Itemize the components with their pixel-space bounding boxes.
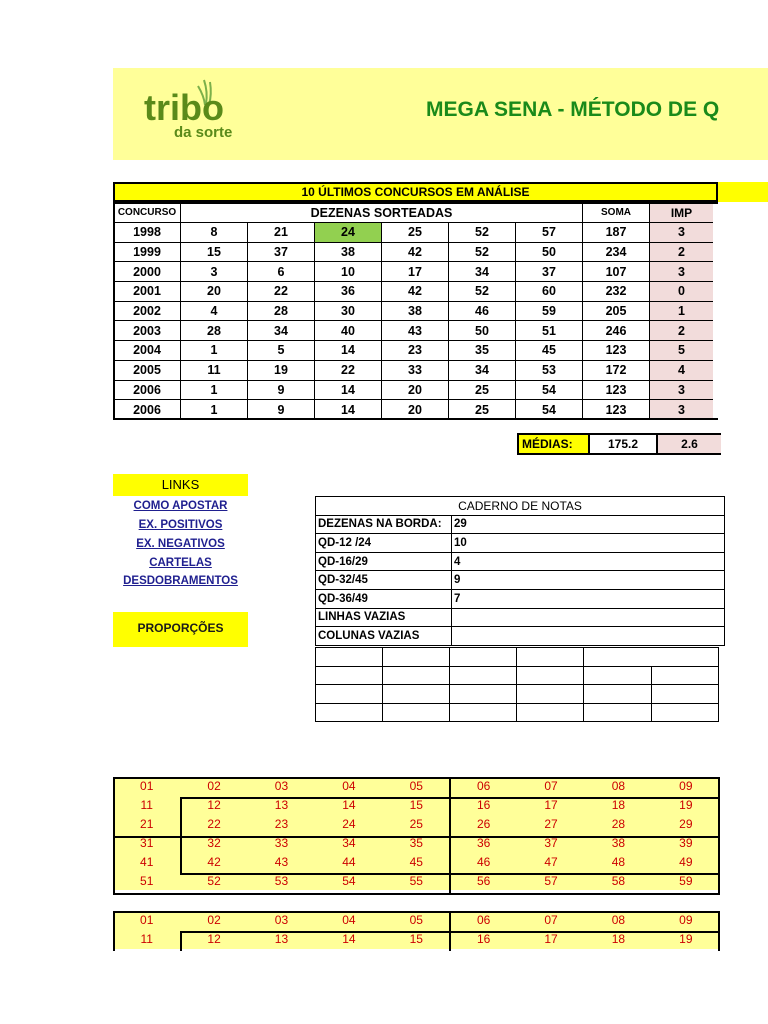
grid-cell[interactable] [316, 685, 383, 704]
board-number-cell[interactable]: 04 [315, 777, 382, 796]
dezena-cell: 54 [516, 400, 583, 420]
results-row [114, 321, 714, 341]
board-number-cell[interactable]: 41 [113, 853, 180, 872]
caderno-value[interactable]: 4 [452, 552, 725, 571]
board-row [113, 834, 720, 853]
board-number-cell[interactable]: 47 [517, 853, 584, 872]
board-number-cell[interactable]: 17 [517, 930, 584, 949]
dezena-cell: 8 [181, 223, 248, 243]
board-number-cell[interactable]: 27 [517, 815, 584, 834]
dezena-cell: 22 [248, 282, 315, 302]
board-number-cell[interactable]: 55 [383, 871, 450, 890]
dezena-cell: 25 [449, 380, 516, 400]
caderno-title: CADERNO DE NOTAS [316, 497, 725, 516]
dezena-cell: 54 [516, 380, 583, 400]
soma-cell: 205 [583, 301, 650, 321]
results-title-extension [718, 182, 768, 202]
header-soma: SOMA [583, 203, 650, 223]
board-number-cell[interactable]: 18 [585, 930, 652, 949]
caderno-row [316, 534, 725, 553]
dezena-cell: 52 [449, 223, 516, 243]
caderno-label: DEZENAS NA BORDA: [316, 515, 452, 534]
concurso-cell: 1999 [114, 242, 181, 262]
soma-cell: 123 [583, 341, 650, 361]
board-number-cell[interactable]: 21 [113, 815, 180, 834]
dezena-cell: 52 [449, 242, 516, 262]
dezena-cell: 57 [516, 223, 583, 243]
results-header-row [114, 203, 714, 223]
caderno-label: QD-32/45 [316, 571, 452, 590]
board-number-cell[interactable]: 12 [180, 796, 247, 815]
board-number-cell[interactable]: 09 [652, 911, 719, 930]
board-number-cell[interactable]: 34 [315, 834, 382, 853]
medias-label: MÉDIAS: [518, 434, 589, 454]
board-number-cell[interactable]: 38 [585, 834, 652, 853]
dezena-cell: 1 [181, 380, 248, 400]
grid-cell[interactable] [450, 703, 517, 722]
dezena-cell: 35 [449, 341, 516, 361]
board-number-cell[interactable]: 13 [248, 930, 315, 949]
results-title: 10 ÚLTIMOS CONCURSOS EM ANÁLISE [113, 182, 718, 202]
imp-cell: 3 [650, 400, 714, 420]
grid-cell[interactable] [450, 648, 517, 667]
logo-text-tribo: tribo [144, 87, 224, 128]
medias-imp: 2.6 [657, 434, 721, 454]
grid-cell[interactable] [450, 666, 517, 685]
board-row [113, 815, 720, 834]
number-board-2 [113, 911, 720, 949]
dezena-cell: 50 [516, 242, 583, 262]
board-number-cell[interactable]: 01 [113, 777, 180, 796]
concurso-cell: 2002 [114, 301, 181, 321]
grid-cell[interactable] [517, 703, 584, 722]
board-number-cell[interactable]: 28 [585, 815, 652, 834]
caderno-value[interactable]: 7 [452, 589, 725, 608]
dezena-cell: 10 [315, 262, 382, 282]
caderno-value[interactable] [452, 608, 725, 627]
concurso-cell: 2006 [114, 380, 181, 400]
dezena-cell: 14 [315, 400, 382, 420]
imp-cell: 1 [650, 301, 714, 321]
grid-cell[interactable] [383, 703, 450, 722]
grid-cell[interactable] [584, 703, 652, 722]
board-number-cell[interactable]: 16 [450, 930, 517, 949]
dezena-cell: 9 [248, 400, 315, 420]
dezena-cell: 20 [181, 282, 248, 302]
dezena-cell: 14 [315, 380, 382, 400]
board-number-cell[interactable]: 42 [180, 853, 247, 872]
dezena-cell: 37 [248, 242, 315, 262]
dezena-cell: 59 [516, 301, 583, 321]
board-number-cell[interactable]: 06 [450, 911, 517, 930]
board-number-cell[interactable]: 03 [248, 777, 315, 796]
grid-cell[interactable] [316, 666, 383, 685]
board-number-cell[interactable]: 49 [652, 853, 719, 872]
imp-cell: 3 [650, 262, 714, 282]
board-number-cell[interactable]: 07 [517, 911, 584, 930]
grid-cell[interactable] [450, 685, 517, 704]
dezena-cell: 34 [449, 360, 516, 380]
board-number-cell[interactable]: 54 [315, 871, 382, 890]
board-row [113, 777, 720, 796]
caderno-label: QD-12 /24 [316, 534, 452, 553]
imp-cell: 2 [650, 242, 714, 262]
board-number-cell[interactable]: 39 [652, 834, 719, 853]
dezena-cell: 21 [248, 223, 315, 243]
board-number-cell[interactable]: 03 [248, 911, 315, 930]
header-concurso: CONCURSO [114, 203, 181, 223]
caderno-value[interactable] [452, 627, 725, 646]
caderno-row [316, 627, 725, 646]
board-row [113, 853, 720, 872]
dezena-cell: 45 [516, 341, 583, 361]
caderno-value[interactable]: 9 [452, 571, 725, 590]
soma-cell: 172 [583, 360, 650, 380]
imp-cell: 5 [650, 341, 714, 361]
board-number-cell[interactable]: 57 [517, 871, 584, 890]
imp-cell: 3 [650, 380, 714, 400]
dezena-cell: 50 [449, 321, 516, 341]
concurso-cell: 2003 [114, 321, 181, 341]
caderno-row [316, 608, 725, 627]
concurso-cell: 2001 [114, 282, 181, 302]
caderno-row [316, 515, 725, 534]
board-number-cell[interactable]: 08 [585, 777, 652, 796]
concurso-cell: 2004 [114, 341, 181, 361]
dezena-cell: 51 [516, 321, 583, 341]
caderno-value[interactable]: 10 [452, 534, 725, 553]
grid-cell[interactable] [383, 648, 450, 667]
board-number-cell[interactable]: 08 [585, 911, 652, 930]
soma-cell: 187 [583, 223, 650, 243]
caderno-value[interactable]: 29 [452, 515, 725, 534]
caderno-label: QD-16/29 [316, 552, 452, 571]
board-number-cell[interactable]: 52 [180, 871, 247, 890]
dezena-cell: 14 [315, 341, 382, 361]
dezena-cell: 37 [516, 262, 583, 282]
dezena-cell: 25 [382, 223, 449, 243]
results-row [114, 380, 714, 400]
dezena-cell: 42 [382, 282, 449, 302]
concurso-cell: 2000 [114, 262, 181, 282]
concurso-cell: 1998 [114, 223, 181, 243]
results-row [114, 282, 714, 302]
board-number-cell[interactable]: 32 [180, 834, 247, 853]
caderno-label: LINHAS VAZIAS [316, 608, 452, 627]
dezena-cell: 6 [248, 262, 315, 282]
board-number-cell[interactable]: 04 [315, 911, 382, 930]
notes-empty-grid [315, 647, 719, 722]
dezena-cell: 19 [248, 360, 315, 380]
dezena-cell: 38 [315, 242, 382, 262]
dezena-cell: 53 [516, 360, 583, 380]
grid-cell[interactable] [584, 666, 652, 685]
board-number-cell[interactable]: 02 [180, 777, 247, 796]
medias-soma: 175.2 [589, 434, 657, 454]
board-number-cell[interactable]: 01 [113, 911, 180, 930]
dezena-cell: 15 [181, 242, 248, 262]
caderno-row [316, 571, 725, 590]
grid-cell[interactable] [651, 666, 719, 685]
board-number-cell[interactable]: 33 [248, 834, 315, 853]
dezena-cell: 20 [382, 380, 449, 400]
header-dezenas: DEZENAS SORTEADAS [181, 203, 583, 223]
imp-cell: 0 [650, 282, 714, 302]
grid-cell[interactable] [517, 648, 584, 667]
board-number-cell[interactable]: 22 [180, 815, 247, 834]
dezena-cell: 17 [382, 262, 449, 282]
board-number-cell[interactable]: 09 [652, 777, 719, 796]
link-ex-positivos[interactable]: EX. POSITIVOS [138, 519, 223, 531]
dezena-cell: 5 [248, 341, 315, 361]
grid-cell[interactable] [651, 703, 719, 722]
board-row [113, 796, 720, 815]
dezena-cell: 9 [248, 380, 315, 400]
tribo-da-sorte-logo [142, 74, 262, 142]
results-row [114, 341, 714, 361]
results-row [114, 223, 714, 243]
number-board-1 [113, 777, 720, 890]
links-heading: LINKS [113, 474, 248, 496]
dezena-cell: 1 [181, 400, 248, 420]
results-table [113, 202, 713, 420]
board-row [113, 871, 720, 890]
board-number-cell[interactable]: 58 [585, 871, 652, 890]
dezena-cell: 34 [449, 262, 516, 282]
board-number-cell[interactable]: 18 [585, 796, 652, 815]
dezena-cell: 24 [315, 223, 382, 243]
link-ex-negativos[interactable]: EX. NEGATIVOS [136, 538, 225, 550]
board-number-cell[interactable]: 12 [180, 930, 247, 949]
board-number-cell[interactable]: 25 [383, 815, 450, 834]
logo-text-da-sorte: da sorte [174, 124, 233, 141]
soma-cell: 246 [583, 321, 650, 341]
medias-table [517, 433, 721, 455]
board-number-cell[interactable]: 56 [450, 871, 517, 890]
grid-cell[interactable] [651, 685, 719, 704]
dezena-cell: 1 [181, 341, 248, 361]
concurso-cell: 2005 [114, 360, 181, 380]
results-row [114, 262, 714, 282]
dezena-cell: 28 [248, 301, 315, 321]
board-number-cell[interactable]: 31 [113, 834, 180, 853]
board-number-cell[interactable]: 11 [113, 930, 180, 949]
caderno-row [316, 552, 725, 571]
board-row [113, 911, 720, 930]
board-number-cell[interactable]: 59 [652, 871, 719, 890]
board-number-cell[interactable]: 11 [113, 796, 180, 815]
concurso-cell: 2006 [114, 400, 181, 420]
caderno-table [315, 496, 725, 646]
dezena-cell: 3 [181, 262, 248, 282]
results-row [114, 400, 714, 420]
board-number-cell[interactable]: 51 [113, 871, 180, 890]
board-number-cell[interactable]: 36 [450, 834, 517, 853]
grid-cell[interactable] [584, 648, 719, 667]
proporcoes-button[interactable]: PROPORÇÕES [113, 612, 248, 647]
grid-cell[interactable] [383, 685, 450, 704]
board-number-cell[interactable]: 05 [383, 911, 450, 930]
board-number-cell[interactable]: 15 [383, 796, 450, 815]
dezena-cell: 25 [449, 400, 516, 420]
dezena-cell: 46 [449, 301, 516, 321]
results-row [114, 360, 714, 380]
caderno-row [316, 589, 725, 608]
board-number-cell[interactable]: 05 [383, 777, 450, 796]
dezena-cell: 52 [449, 282, 516, 302]
board-number-cell[interactable]: 14 [315, 796, 382, 815]
board-number-cell[interactable]: 29 [652, 815, 719, 834]
dezena-cell: 33 [382, 360, 449, 380]
board-number-cell[interactable]: 17 [517, 796, 584, 815]
dezena-cell: 22 [315, 360, 382, 380]
board-number-cell[interactable]: 02 [180, 911, 247, 930]
board-number-cell[interactable]: 46 [450, 853, 517, 872]
soma-cell: 123 [583, 400, 650, 420]
results-row [114, 242, 714, 262]
board-number-cell[interactable]: 15 [383, 930, 450, 949]
dezena-cell: 4 [181, 301, 248, 321]
caderno-label: QD-36/49 [316, 589, 452, 608]
dezena-cell: 20 [382, 400, 449, 420]
grid-cell[interactable] [517, 666, 584, 685]
soma-cell: 232 [583, 282, 650, 302]
soma-cell: 123 [583, 380, 650, 400]
board-row [113, 930, 720, 949]
board-number-cell[interactable]: 48 [585, 853, 652, 872]
grid-cell[interactable] [316, 648, 383, 667]
board-number-cell[interactable]: 26 [450, 815, 517, 834]
grid-cell[interactable] [517, 685, 584, 704]
board-number-cell[interactable]: 07 [517, 777, 584, 796]
link-como-apostar[interactable]: COMO APOSTAR [133, 500, 228, 512]
board-number-cell[interactable]: 53 [248, 871, 315, 890]
dezena-cell: 60 [516, 282, 583, 302]
board-number-cell[interactable]: 24 [315, 815, 382, 834]
board-number-cell[interactable]: 43 [248, 853, 315, 872]
board-number-cell[interactable]: 19 [652, 796, 719, 815]
imp-cell: 4 [650, 360, 714, 380]
board-number-cell[interactable]: 35 [383, 834, 450, 853]
soma-cell: 234 [583, 242, 650, 262]
grid-cell[interactable] [383, 666, 450, 685]
board-number-cell[interactable]: 14 [315, 930, 382, 949]
dezena-cell: 30 [315, 301, 382, 321]
dezena-cell: 11 [181, 360, 248, 380]
board-number-cell[interactable]: 37 [517, 834, 584, 853]
grid-cell[interactable] [584, 685, 652, 704]
dezena-cell: 40 [315, 321, 382, 341]
soma-cell: 107 [583, 262, 650, 282]
dezena-cell: 36 [315, 282, 382, 302]
link-desdobramentos[interactable]: DESDOBRAMENTOS [123, 575, 238, 587]
link-cartelas[interactable]: CARTELAS [149, 557, 212, 569]
board-number-cell[interactable]: 13 [248, 796, 315, 815]
page-title: MEGA SENA - MÉTODO DE Q [426, 98, 720, 121]
grid-cell[interactable] [316, 703, 383, 722]
board-number-cell[interactable]: 06 [450, 777, 517, 796]
results-row [114, 301, 714, 321]
dezena-cell: 28 [181, 321, 248, 341]
board-number-cell[interactable]: 23 [248, 815, 315, 834]
dezena-cell: 34 [248, 321, 315, 341]
dezena-cell: 23 [382, 341, 449, 361]
imp-cell: 3 [650, 223, 714, 243]
dezena-cell: 42 [382, 242, 449, 262]
board-number-cell[interactable]: 19 [652, 930, 719, 949]
imp-cell: 2 [650, 321, 714, 341]
dezena-cell: 43 [382, 321, 449, 341]
header-imp: IMP [650, 203, 714, 223]
board-number-cell[interactable]: 45 [383, 853, 450, 872]
board-number-cell[interactable]: 16 [450, 796, 517, 815]
dezena-cell: 38 [382, 301, 449, 321]
board-number-cell[interactable]: 44 [315, 853, 382, 872]
caderno-label: COLUNAS VAZIAS [316, 627, 452, 646]
